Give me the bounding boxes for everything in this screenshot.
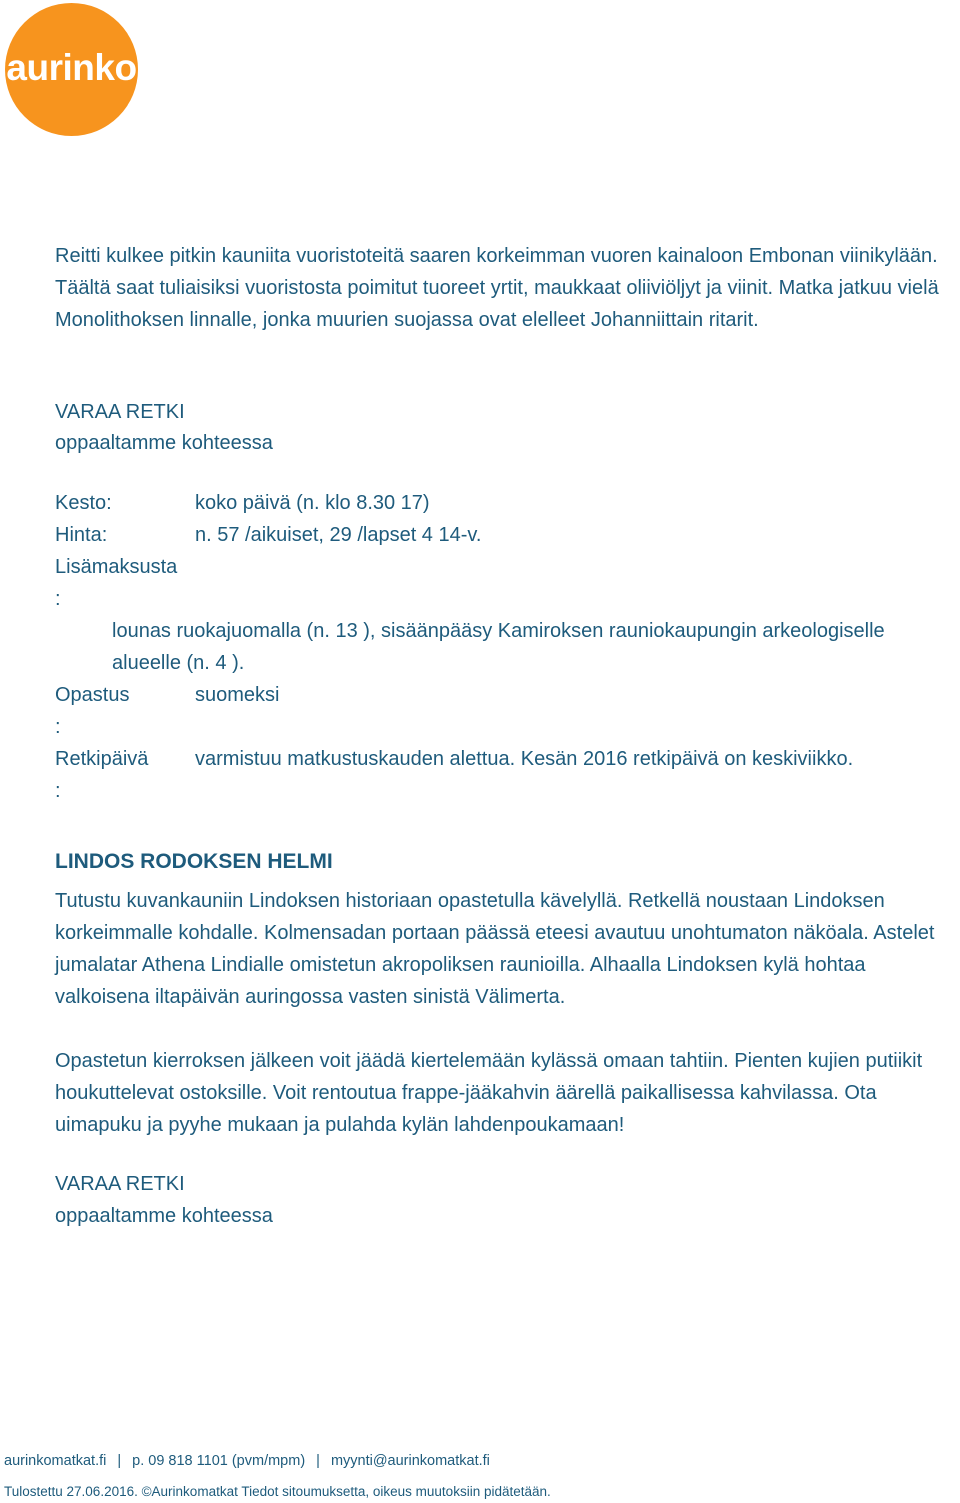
trip-day-label-colon: : — [55, 780, 61, 802]
extra-cost-label: Lisämaksusta — [55, 556, 178, 578]
aurinko-logo[interactable] — [5, 3, 138, 136]
book-trip-link-2[interactable]: VARAA RETKI — [55, 1173, 185, 1195]
lindos-paragraph-1: Tutustu kuvankauniin Lindoksen historiaan opastetulla kävelyllä. Retkellä noustaan Lindoksen korkeimmalle kohdalle. Kolmensadan portaan päässä eteesi avautuu unohtumaton näköala. Astelet jumalatar Athena Lindialle omistetun akropoliksen raunioilla. Alhaalla Lindoksen kylä hohtaa valkoisena iltapäivän auringossa vasten sinistä Välimerta. — [55, 890, 935, 1008]
duration-label: Kesto: — [55, 492, 112, 514]
book-trip-link[interactable]: VARAA RETKI — [55, 401, 185, 423]
section-heading: LINDOS RODOKSEN HELMI — [55, 850, 333, 873]
trip-day-value: varmistuu matkustuskauden alettua. Kesän 2016 retkipäivä on keskiviikko. — [195, 748, 854, 770]
guide-label-colon: : — [55, 716, 61, 738]
lindos-paragraph-2: Opastetun kierroksen jälkeen voit jäädä kiertelemään kylässä omaan tahtiin. Pienten kujien putiikit houkuttelevat ostoksille. Voit rentoutua frappe-jääkahvin äärellä paikallisessa kahvilassa. Ota uimapuku ja pyyhe mukaan ja pulahda kylän lahdenpoukamaan! — [55, 1050, 923, 1136]
book-trip-subtitle-2: oppaaltamme kohteessa — [55, 1205, 273, 1227]
price-value: n. 57 /aikuiset, 29 /lapset 4 14-v. — [195, 524, 482, 546]
footer-printed-note: Tulostettu 27.06.2016. ©Aurinkomatkat Tiedot sitoumuksetta, oikeus muutoksiin pidätetään. — [4, 1484, 551, 1499]
extra-cost-label-colon: : — [55, 588, 61, 610]
footer-website-link[interactable]: aurinkomatkat.fi — [4, 1453, 107, 1469]
footer-email-link[interactable]: myynti@aurinkomatkat.fi — [330, 1453, 490, 1469]
footer-contact — [4, 1451, 490, 1471]
duration-value: koko päivä (n. klo 8.30 17) — [195, 492, 430, 514]
price-label: Hinta: — [55, 524, 108, 546]
footer-separator: | — [117, 1453, 122, 1469]
extra-cost-value: lounas ruokajuomalla (n. 13 ), sisäänpääsy Kamiroksen rauniokaupungin arkeologiselle — [112, 620, 885, 642]
book-trip-subtitle: oppaaltamme kohteessa — [55, 432, 273, 454]
logo-text: aurinko — [6, 46, 137, 88]
footer-separator: | — [316, 1453, 320, 1469]
footer-phone: p. 09 818 1101 (pvm/mpm) — [132, 1453, 306, 1469]
intro-paragraph: Reitti kulkee pitkin kauniita vuoristoteitä saaren korkeimman vuoren kainaloon Embonan viinikylään. Täältä saat tuliaisiksi vuoristosta poimitut tuoreet yrtit, maukkaat oliiviöljyt ja viinit. Matka jatkuu vielä Monolithoksen linnalle, jonka muurien suojassa ovat elelleet Johanniittain ritarit. — [55, 245, 939, 331]
trip-day-label: Retkipäivä — [55, 748, 149, 770]
extra-cost-value-cont: alueelle (n. 4 ). — [112, 652, 245, 674]
guide-label: Opastus — [55, 684, 130, 706]
guide-value: suomeksi — [195, 684, 280, 706]
